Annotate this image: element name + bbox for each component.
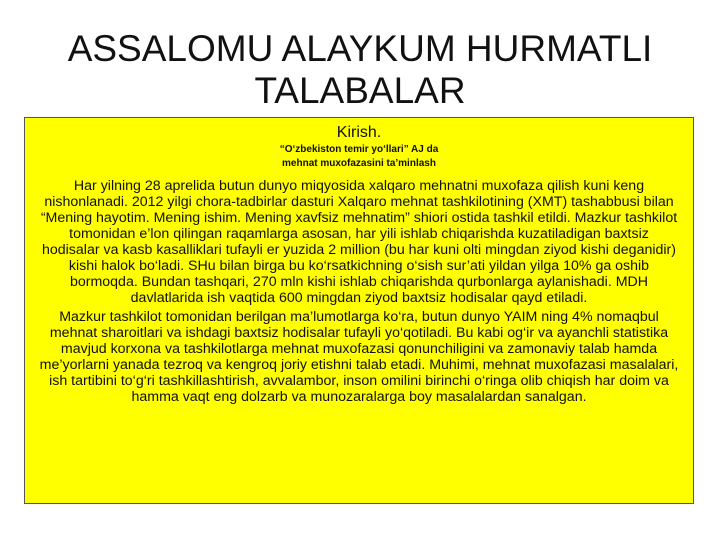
content-box: [24, 117, 694, 504]
box-subheading: [39, 143, 679, 171]
slide-title: ASSALOMU ALAYKUM HURMATLI TALABALAR: [67, 28, 653, 111]
box-heading: Kirish.: [336, 124, 382, 141]
box-subheading-line-1: “O‘zbekiston temir yo‘llari” AJ da: [279, 144, 439, 155]
paragraph-1: Har yilning 28 aprelida butun dunyo miqyosida xalqaro mehnatni muxofaza qilish kuni keng nishonlanadi. 2012 yilgi chora-tadbirlar dasturi Xalqaro mehnat tashkilotining (XMT) tashabbusi bilan “Mening hayotim. Mening ishim. Mening xavfsiz mehnatim” shiori ostida tashkil etildi. Mazkur tashkilot tomonidan e’lon qilingan raqamlarga asosan, har yili ishlab chiqarishda kuzatiladigan baxtsiz hodisalar va kasb kasalliklari tufayli er yuzida 2 million (bu har kuni olti mingdan ziyod kishi deganidir) kishi halok bo‘ladi. SHu bilan birga bu ko‘rsatkichning o‘sish sur’ati yildan yilga 10% ga oshib bormoqda. Bundan tashqari, 270 mln kishi ishlab chiqarishda qurbonlarga aylanishadi. MDH davlatlarida ish vaqtida 600 mingdan ziyod baxtsiz hodisalar qayd etiladi.: [40, 178, 678, 306]
box-subheading-line-2: mehnat muxofazasini ta’minlash: [282, 158, 436, 169]
paragraph-2: Mazkur tashkilot tomonidan berilgan ma’lumotlarga ko‘ra, butun dunyo YAIM ning 4% nomaqbul mehnat sharoitlari va ishdagi baxtsiz hodisalar tufayli yo‘qotiladi. Bu kabi og‘ir va ayanchli statistika mavjud korxona va tashkilotlarga mehnat muxofazasi qonunchiligini va zamonaviy talab hamda me’yorlarni yanada tezroq va kengroq joriy etishni talab etadi. Muhimi, mehnat muxofazasi masalalari, ish tartibini to‘g‘ri tashkillashtirish, avvalambor, inson omilini birinchi o‘ringa olib chiqish har doim va hamma vaqt eng dolzarb va munozaralarga boy masalalardan sanalgan.: [39, 309, 679, 405]
